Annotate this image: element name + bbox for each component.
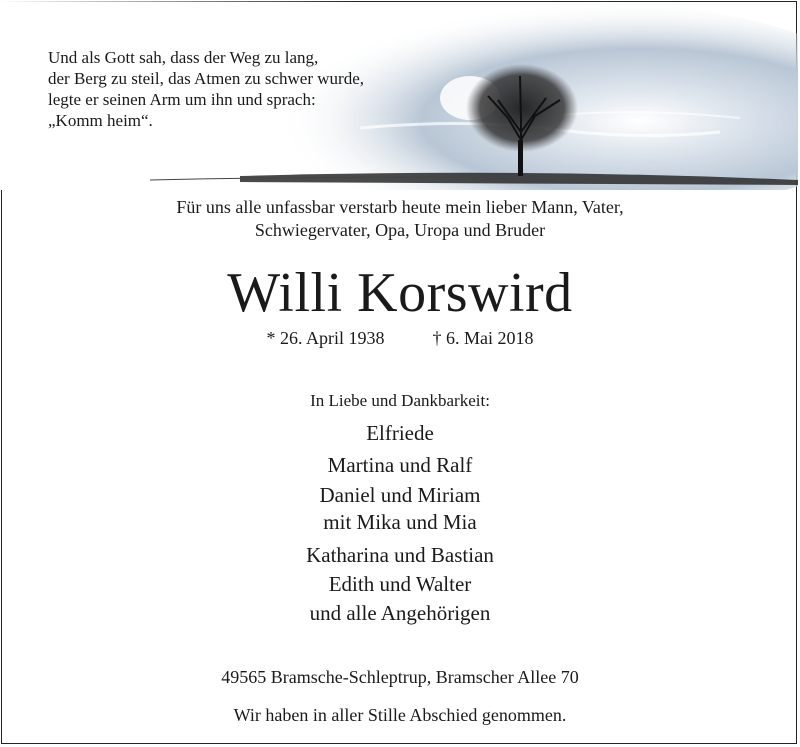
mourners-list xyxy=(0,419,800,628)
mourner-name: mit Mika und Mia xyxy=(323,510,477,534)
intro-line: Schwiegervater, Opa, Uropa und Bruder xyxy=(254,220,546,240)
life-dates xyxy=(0,327,800,349)
poem-line: Und als Gott sah, dass der Weg zu lang, xyxy=(48,48,319,67)
poem-line: legte er seinen Arm um ihn und sprach: xyxy=(48,90,316,109)
mourner-name: und alle Angehörigen xyxy=(309,601,491,625)
death-date: † 6. Mai 2018 xyxy=(432,328,534,348)
deceased-name: Willi Korswird xyxy=(227,262,573,324)
mourner-name: Elfriede xyxy=(366,421,434,445)
mourners-heading: In Liebe und Dankbarkeit: xyxy=(310,391,490,410)
closing-text: Wir haben in aller Stille Abschied genommen. xyxy=(233,705,567,725)
mourner-name: Daniel und Miriam xyxy=(319,483,481,507)
address: 49565 Bramsche-Schleptrup, Bramscher Allee 70 xyxy=(221,667,579,687)
poem-line: „Komm heim“. xyxy=(48,111,153,130)
poem xyxy=(48,47,364,131)
birth-date: * 26. April 1938 xyxy=(266,328,385,348)
mourner-name: Edith und Walter xyxy=(328,572,472,596)
intro-line: Für uns alle unfassbar verstarb heute mein lieber Mann, Vater, xyxy=(176,197,624,217)
mourner-name: Martina und Ralf xyxy=(327,453,473,477)
poem-line: der Berg zu steil, das Atmen zu schwer wurde, xyxy=(48,69,364,88)
mourner-name: Katharina und Bastian xyxy=(306,543,494,567)
intro-text xyxy=(0,196,800,242)
